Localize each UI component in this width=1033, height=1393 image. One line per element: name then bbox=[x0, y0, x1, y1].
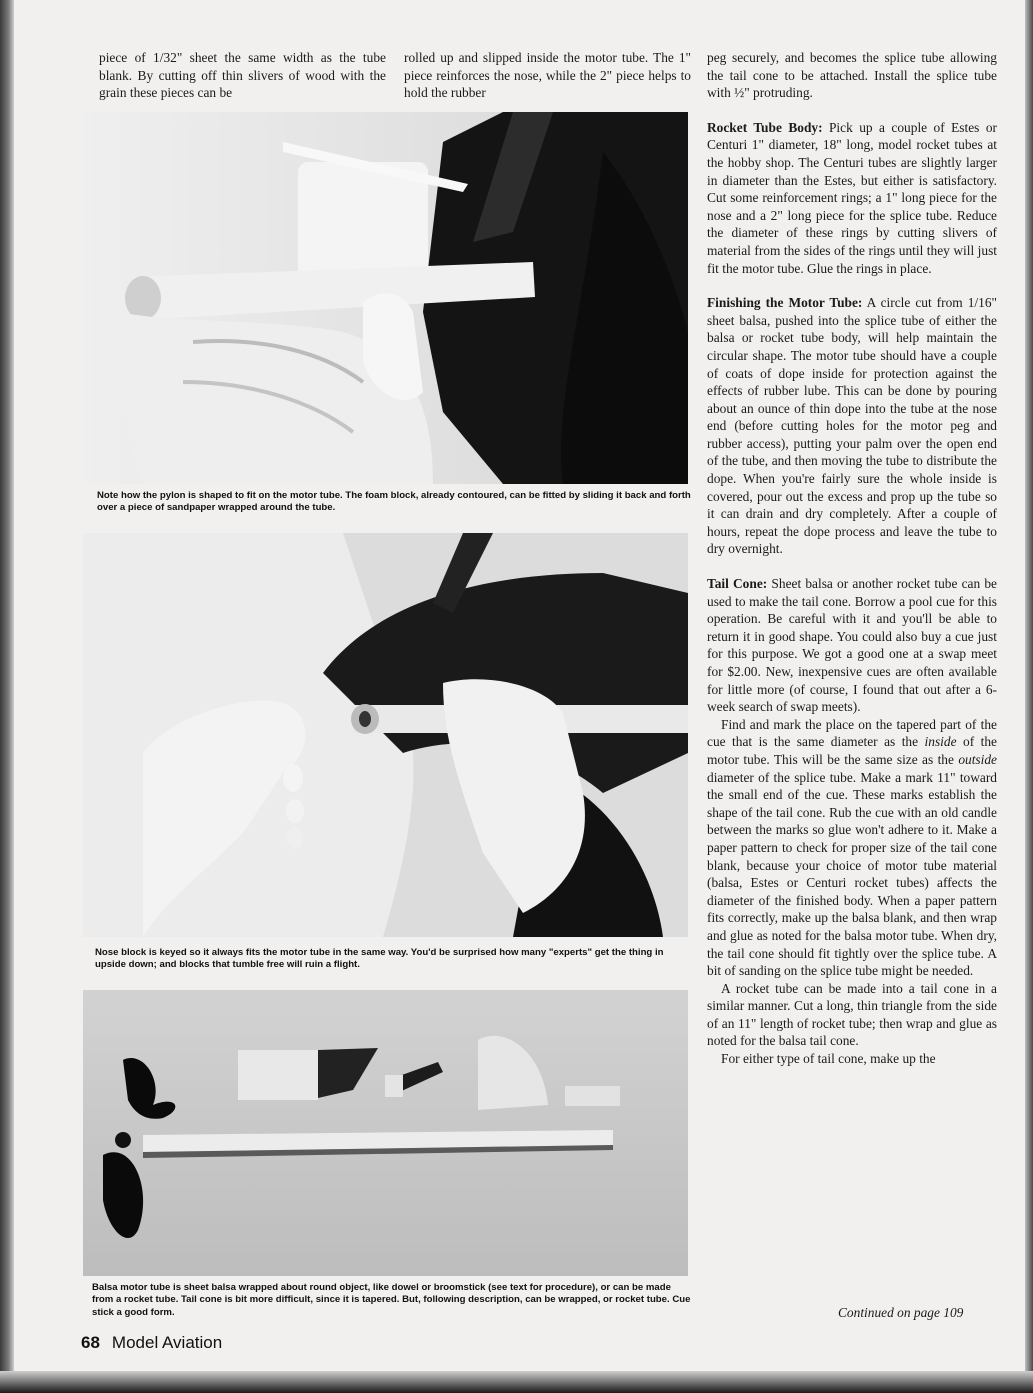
paragraph-find-and-mark bbox=[707, 716, 997, 980]
paragraph-either-type: For either type of tail cone, make up the bbox=[721, 1051, 936, 1067]
paragraph-tail-cone bbox=[707, 575, 997, 716]
emphasis-inside: inside bbox=[924, 734, 957, 750]
heading-tail-cone: Tail Cone: bbox=[707, 576, 768, 592]
column-top-left bbox=[99, 49, 386, 102]
caption-photo-3: Balsa motor tube is sheet balsa wrapped about round object, like dowel or broomstick (see text for procedure), or can be made from a rocket tube. Tail cone is bit more difficult, since it is tapered. But, following description, can be wrapped, or rocket tube. Cue stick a good form. bbox=[92, 1282, 691, 1318]
paragraph-top-middle: rolled up and slipped inside the motor tube. The 1" piece reinforces the nose, while the 2" piece helps to hold the rubber bbox=[404, 50, 691, 101]
heading-finishing-motor-tube: Finishing the Motor Tube: bbox=[707, 295, 863, 311]
paragraph-rocket-tube-body bbox=[707, 119, 997, 277]
text-tail-cone: Sheet balsa or another rocket tube can be used to make the tail cone. Borrow a pool cue for this operation. Be careful with it and you'll be able to return it in good shape. You could also buy a cue just for this purpose. We got a good one at a swap meet for $2.00. New, inexpensive cues are often available for little more (of course, I found that out after a 6-week search of swap meets). bbox=[707, 576, 997, 715]
photo-pylon-fitting bbox=[83, 112, 688, 484]
continued-note: Continued on page 109 bbox=[838, 1305, 964, 1320]
page-footer bbox=[81, 1333, 222, 1353]
column-top-middle bbox=[404, 49, 691, 102]
text-rocket-tube-body: Pick up a couple of Estes or Centuri 1" diameter, 18" long, model rocket tubes at the hobby shop. The Centuri tubes are slightly larger in diameter than the Estes, but either is satisfactory. Cut some reinforcement rings; a 1" long piece for the nose and a 2" long piece for the splice tube. Reduce the diameter of these rings by cutting slivers of material from the sides of the rings until they will just fit the motor tube. Glue the rings in place. bbox=[707, 119, 997, 276]
paragraph-rocket-tail-cone: A rocket tube can be made into a tail cone in a similar manner. Cut a long, thin triangle from the side of an 11" length of rocket tube; then wrap and glue as noted for the balsa tail cone. bbox=[707, 980, 997, 1049]
page-edge-bottom bbox=[0, 1371, 1033, 1393]
page-number: 68 bbox=[81, 1333, 100, 1352]
caption-photo-2: Nose block is keyed so it always fits the motor tube in the same way. You'd be surprised how many "experts" get the thing in upside down; and blocks that tumble free will ruin a flight. bbox=[95, 947, 664, 971]
caption-photo-1: Note how the pylon is shaped to fit on the motor tube. The foam block, already contoured, can be fitted by sliding it back and forth over a piece of sandpaper wrapped around the tube. bbox=[97, 490, 691, 514]
page-edge-right bbox=[1025, 0, 1033, 1393]
photo-nose-block bbox=[83, 533, 688, 937]
paragraph-finishing-motor-tube bbox=[707, 294, 997, 558]
text-find-c: diameter of the splice tube. Make a mark 11" toward the small end of the cue. These marks establish the shape of the tail cone. Rub the cue with an old candle between the marks so glue won't adhere to it. Make a paper pattern to check for proper size of the tail cone blank, because your choice of motor tube material (balsa, Estes or Centuri rocket tubes) affects the diameter of the finished body. When a paper pattern fits correctly, make up the balsa blank, and then wrap and glue as noted for the balsa motor tube. When dry, the tail cone should fit tightly over the splice tube. A bit of sanding on the splice tube might be needed. bbox=[707, 769, 997, 979]
text-finishing-motor-tube: A circle cut from 1/16" sheet balsa, pushed into the splice tube of either the balsa or rocket tube body, will help maintain the circular shape. The motor tube should have a couple of coats of dope inside for protection against the effects of rubber lube. This can be done by pouring about an ounce of thin dope into the tube at the nose end (before cutting holes for the motor peg and rubber access), putting your palm over the open end of the tube, and then moving the tube to distribute the dope. When you're fairly sure the whole inside is covered, pour out the excess and prop up the tube so it can drain and dry completely. After a couple of hours, repeat the dope process and leave the tube to dry overnight. bbox=[707, 295, 997, 557]
emphasis-outside: outside bbox=[958, 751, 997, 767]
paragraph-splice-intro: peg securely, and becomes the splice tube allowing the tail cone to be attached. Install the splice tube with ½" protruding. bbox=[707, 50, 997, 101]
text-find-a: Find and mark the place on the tapered part of the cue that is the same diameter as the bbox=[707, 716, 997, 750]
text-find-b: of the motor tube. This will be the same size as the bbox=[707, 734, 997, 767]
heading-rocket-tube-body: Rocket Tube Body: bbox=[707, 119, 823, 135]
publication-name: Model Aviation bbox=[111, 1333, 223, 1352]
page-edge-left bbox=[0, 0, 14, 1393]
column-right bbox=[707, 49, 997, 1068]
paragraph-top-left: piece of 1/32" sheet the same width as the tube blank. By cutting off thin slivers of wood with the grain these pieces can be bbox=[99, 50, 386, 101]
photo-motor-tube-parts bbox=[83, 990, 688, 1276]
